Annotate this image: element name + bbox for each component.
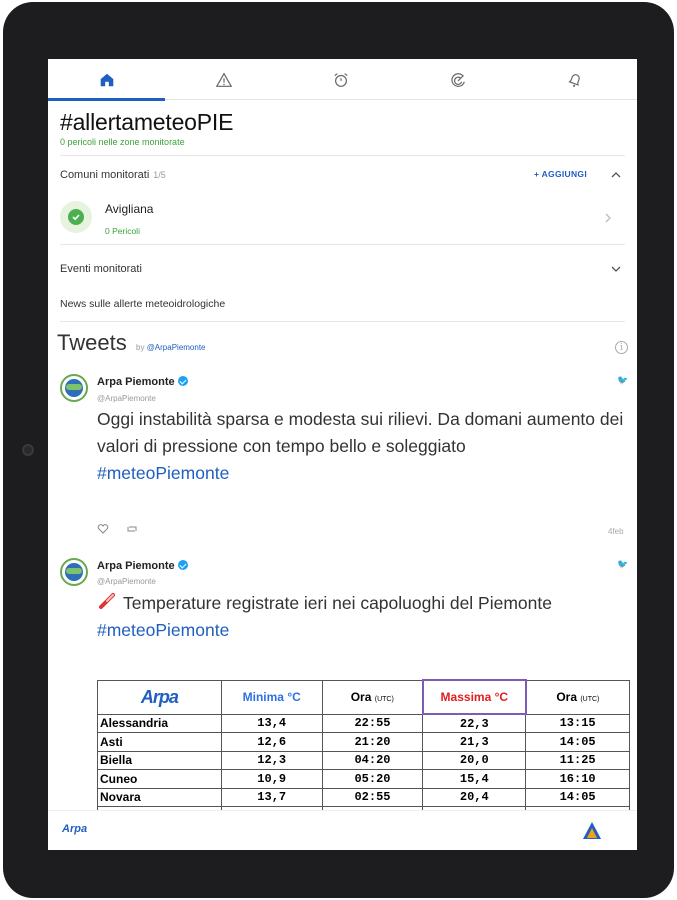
- cell-min-value: 12,6: [221, 733, 322, 752]
- town-name: Avigliana: [105, 202, 154, 216]
- cell-max-time: 16:10: [526, 770, 630, 789]
- verified-icon: [178, 376, 188, 386]
- temperature-table: [97, 679, 630, 826]
- table-row: [98, 751, 630, 770]
- tweets-by: [136, 343, 206, 352]
- divider: [60, 321, 625, 322]
- tweet-body: Temperature registrate ieri nei capoluoghi del Piemonte: [123, 593, 552, 613]
- header-max: Massima °C: [423, 680, 526, 714]
- cell-max-time: 11:25: [526, 751, 630, 770]
- cell-min-time: 21:20: [322, 733, 423, 752]
- tab-radar[interactable]: [399, 59, 516, 100]
- cell-city: Cuneo: [98, 770, 222, 789]
- tablet-frame: [3, 2, 674, 898]
- table-header-row: [98, 680, 630, 714]
- cell-max-time: 14:05: [526, 788, 630, 807]
- thermometer-icon: [97, 591, 117, 611]
- cell-min-value: 13,7: [221, 788, 322, 807]
- tweet-text: [97, 406, 627, 487]
- page-title: #allertameteoPIE: [60, 109, 234, 135]
- cell-city: Alessandria: [98, 714, 222, 733]
- retweet-icon[interactable]: [126, 523, 138, 535]
- chevron-right-icon: [601, 211, 615, 225]
- divider: [60, 244, 625, 245]
- bell-icon: [566, 71, 584, 89]
- divider: [60, 155, 625, 156]
- cell-min-time: 22:55: [322, 714, 423, 733]
- monitored-towns-label: Comuni monitorati: [60, 169, 150, 181]
- tweet-handle[interactable]: @ArpaPiemonte: [97, 577, 156, 586]
- town-status-avatar: [60, 201, 92, 233]
- town-status: 0 Pericoli: [105, 226, 140, 236]
- monitored-events-label[interactable]: Eventi monitorati: [60, 263, 142, 275]
- table-row: [98, 788, 630, 807]
- tab-notifications[interactable]: [516, 59, 633, 100]
- cell-max-value: 15,4: [423, 770, 526, 789]
- table-row: [98, 733, 630, 752]
- monitored-towns-header: [60, 169, 166, 181]
- cell-city: Biella: [98, 751, 222, 770]
- tweet-author-name: Arpa Piemonte: [97, 560, 175, 572]
- cell-max-value: 20,0: [423, 751, 526, 770]
- cell-min-value: 12,3: [221, 751, 322, 770]
- cell-max-value: 21,3: [423, 733, 526, 752]
- temperature-table-image[interactable]: [97, 679, 633, 810]
- tweet-text: [97, 590, 627, 644]
- tweet-hashtag[interactable]: #meteoPiemonte: [97, 463, 230, 483]
- twitter-bird-icon[interactable]: 🐦: [617, 375, 629, 385]
- like-icon[interactable]: [97, 523, 109, 535]
- tab-bar: [48, 59, 637, 100]
- cell-max-time: 14:05: [526, 733, 630, 752]
- warning-icon: [215, 71, 233, 89]
- chevron-up-icon[interactable]: [609, 168, 623, 182]
- cell-city: Asti: [98, 733, 222, 752]
- info-icon[interactable]: i: [615, 341, 628, 354]
- table-row: [98, 714, 630, 733]
- cell-max-value: 22,3: [423, 714, 526, 733]
- tweets-by-prefix: by: [136, 343, 145, 352]
- tweet-age: 4feb: [608, 527, 624, 536]
- monitored-towns-count: 1/5: [153, 170, 166, 180]
- header-max-time: Ora (UTC): [526, 680, 630, 714]
- tweets-heading: Tweets: [57, 330, 127, 355]
- cell-city: Novara: [98, 788, 222, 807]
- cell-min-value: 10,9: [221, 770, 322, 789]
- cell-min-time: 05:20: [322, 770, 423, 789]
- table-row: [98, 770, 630, 789]
- header-min-time: Ora (UTC): [322, 680, 423, 714]
- tweet-handle[interactable]: @ArpaPiemonte: [97, 394, 156, 403]
- tweet-author[interactable]: [97, 560, 188, 572]
- cell-min-time: 02:55: [322, 788, 423, 807]
- tweet-author[interactable]: [97, 376, 188, 388]
- news-label[interactable]: News sulle allerte meteoidrologiche: [60, 298, 226, 310]
- check-icon: [68, 209, 84, 225]
- verified-icon: [178, 560, 188, 570]
- header-min: Minima °C: [221, 680, 322, 714]
- tweet-avatar[interactable]: [60, 374, 88, 402]
- arpa-footer-logo[interactable]: Arpa: [62, 823, 88, 835]
- app-screen: [48, 59, 637, 850]
- tweet-author-name: Arpa Piemonte: [97, 376, 175, 388]
- cell-max-value: 20,4: [423, 788, 526, 807]
- radar-icon: [449, 71, 467, 89]
- alarm-clock-icon: [332, 71, 350, 89]
- tweet-body: Oggi instabilità sparsa e modesta sui rilievi. Da domani aumento dei valori di pressione con tempo bello e soleggiato: [97, 409, 624, 456]
- home-icon: [98, 71, 116, 89]
- tweet-hashtag[interactable]: #meteoPiemonte: [97, 620, 230, 640]
- cell-max-time: 13:15: [526, 714, 630, 733]
- tab-home[interactable]: [48, 59, 165, 100]
- twitter-bird-icon[interactable]: 🐦: [617, 559, 629, 569]
- cell-min-time: 04:20: [322, 751, 423, 770]
- front-camera: [22, 444, 34, 456]
- page-subtitle: 0 pericoli nelle zone monitorate: [60, 137, 185, 147]
- add-town-button[interactable]: + AGGIUNGI: [534, 169, 587, 179]
- arpa-logo: Arpa: [98, 680, 222, 714]
- cell-min-value: 13,4: [221, 714, 322, 733]
- chevron-down-icon[interactable]: [609, 262, 623, 276]
- tab-warnings[interactable]: [165, 59, 282, 100]
- app-logo-icon[interactable]: [580, 819, 604, 843]
- tweets-by-handle[interactable]: @ArpaPiemonte: [146, 343, 206, 352]
- tab-alarms[interactable]: [282, 59, 399, 100]
- bottom-bar: [48, 810, 637, 850]
- tweet-avatar[interactable]: [60, 558, 88, 586]
